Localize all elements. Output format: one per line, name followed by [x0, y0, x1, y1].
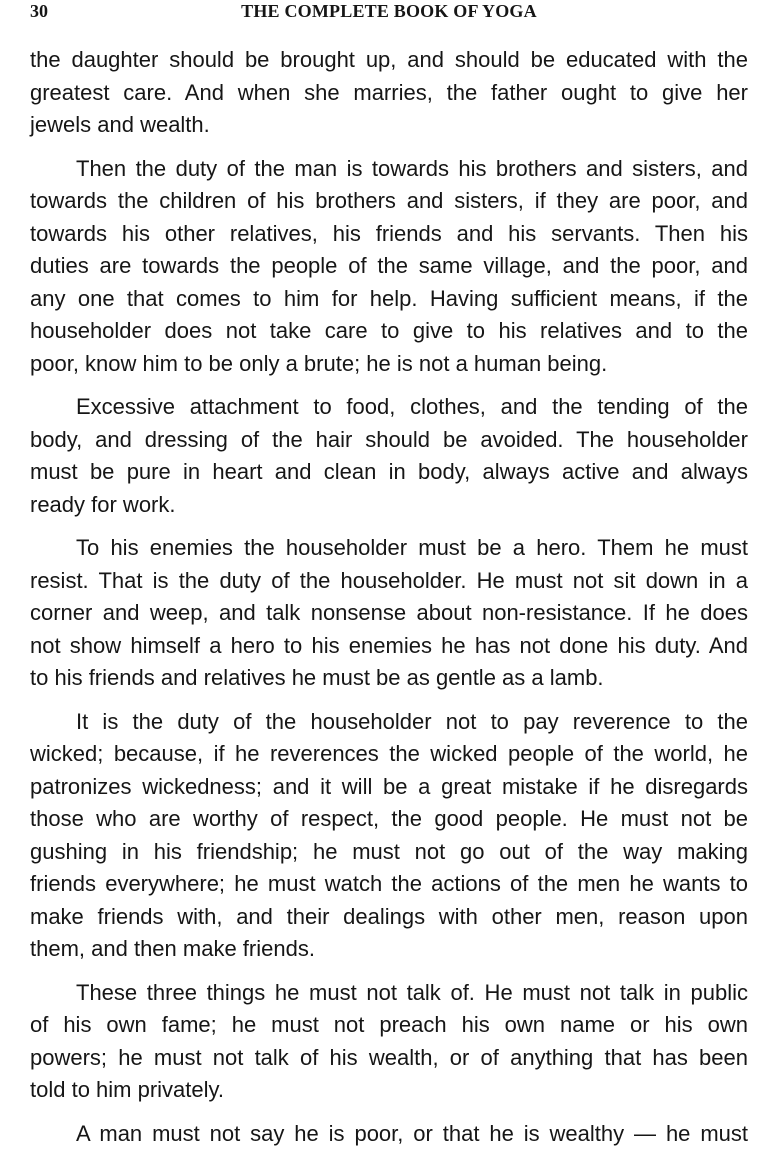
- text-line: powers; he must not talk of his wealth, or of anything that has been: [30, 1044, 748, 1070]
- text-line: patronizes wickedness; and it will be a great mistake if he disregards: [30, 773, 748, 799]
- paragraph: [30, 706, 748, 966]
- text-line: those who are worthy of respect, the good people. He must not be: [30, 806, 748, 831]
- text-line: duties are towards the people of the same village, and the poor, and: [30, 253, 748, 278]
- text-line: poor, know him to be only a brute; he is not a human being.: [30, 350, 608, 376]
- running-header: [30, 0, 748, 24]
- book-title: THE COMPLETE BOOK OF YOGA: [241, 1, 537, 21]
- text-line: told to him privately.: [30, 1077, 225, 1102]
- text-line: To his enemies the householder must be a hero. Them he must: [76, 535, 748, 560]
- text-line: householder does not take care to give to his relatives and to the: [30, 318, 748, 343]
- text-line: corner and weep, and talk nonsense about non-resistance. If he does: [30, 600, 748, 625]
- text-line: the daughter should be brought up, and should be educated with the: [30, 47, 748, 72]
- text-line: friends everywhere; he must watch the actions of the men he wants to: [30, 871, 748, 896]
- text-line: These three things he must not talk of. He must not talk in public: [76, 979, 748, 1005]
- text-line: any one that comes to him for help. Having sufficient means, if the: [30, 285, 748, 311]
- text-line: A man must not say he is poor, or that he is wealthy — he must: [76, 1120, 748, 1146]
- text-line: Then the duty of the man is towards his brothers and sisters, and: [76, 155, 748, 181]
- paragraph: [30, 391, 748, 521]
- text-line: gushing in his friendship; he must not go out of the way making: [30, 838, 748, 864]
- text-line: them, and then make friends.: [30, 936, 315, 961]
- text-line: make friends with, and their dealings with other men, reason upon: [30, 903, 748, 929]
- body-text: [30, 44, 748, 1161]
- text-line: towards his other relatives, his friends and his servants. Then his: [30, 220, 748, 246]
- paragraph: [30, 532, 748, 695]
- text-line: greatest care. And when she marries, the father ought to give her: [30, 79, 748, 105]
- page-number: 30: [30, 1, 48, 21]
- text-line: It is the duty of the householder not to pay reverence to the: [76, 708, 748, 734]
- text-line: resist. That is the duty of the householder. He must not sit down in a: [30, 567, 748, 593]
- paragraph: [30, 44, 748, 142]
- text-line: of his own fame; he must not preach his own name or his own: [30, 1012, 748, 1037]
- text-line: must be pure in heart and clean in body, always active and always: [30, 459, 748, 484]
- paragraph: [30, 153, 748, 381]
- text-line: wicked; because, if he reverences the wicked people of the world, he: [30, 741, 748, 766]
- text-line: Excessive attachment to food, clothes, and the tending of the: [76, 394, 748, 419]
- text-line: jewels and wealth.: [30, 112, 210, 137]
- paragraph: [30, 977, 748, 1107]
- text-line: towards the children of his brothers and sisters, if they are poor, and: [30, 188, 748, 213]
- text-line: body, and dressing of the hair should be avoided. The householder: [30, 426, 748, 452]
- text-line: to his friends and relatives he must be as gentle as a lamb.: [30, 665, 604, 690]
- text-line: ready for work.: [30, 491, 176, 517]
- text-line: not show himself a hero to his enemies he has not done his duty. And: [30, 632, 748, 658]
- paragraph: [30, 1118, 748, 1151]
